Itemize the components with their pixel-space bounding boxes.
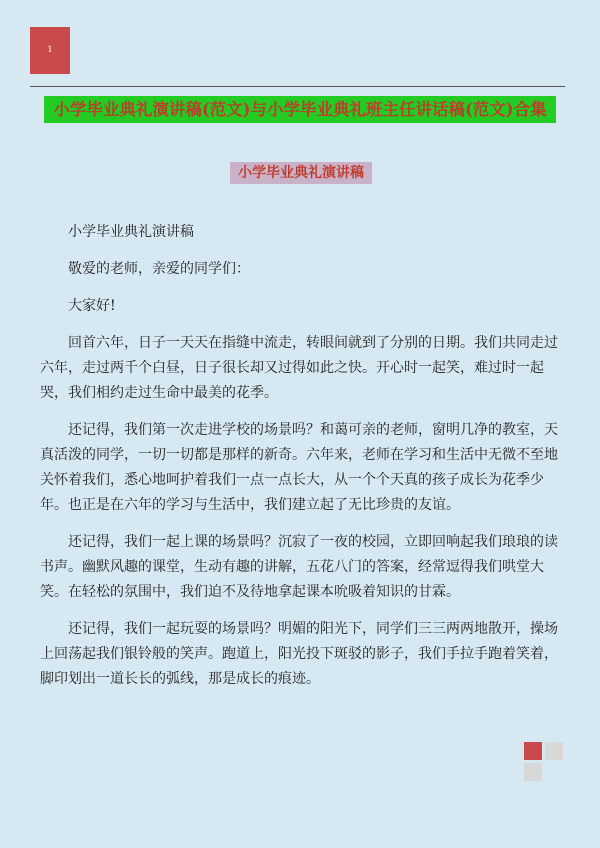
paragraph: 还记得，我们一起玩耍的场景吗？明媚的阳光下，同学们三三两两地散开，操场上回荡起我们银铃般的笑声。跑道上，阳光投下斑驳的影子，我们手拉手跑着笑着，脚印划出一道长长的弧线，那是成长的痕迹。 <box>40 621 558 687</box>
page-number-badge <box>30 27 70 74</box>
header-divider <box>30 86 565 87</box>
paragraph: 还记得，我们一起上课的场景吗？沉寂了一夜的校园，立即回响起我们琅琅的读书声。幽默风趣的课堂，生动有趣的讲解，五花八门的答案，经常逗得我们哄堂大笑。在轻松的氛围中，我们迫不及待地拿起课本吮吸着知识的甘霖。 <box>40 534 558 600</box>
document-body <box>40 220 570 704</box>
paragraph: 大家好! <box>68 298 116 314</box>
page-number: 1 <box>47 45 53 54</box>
section-title: 小学毕业典礼演讲稿 <box>230 162 372 184</box>
decorative-square-red <box>524 742 542 760</box>
decorative-square-gray <box>524 763 542 781</box>
paragraph: 敬爱的老师，亲爱的同学们： <box>68 261 250 277</box>
document-title: 小学毕业典礼演讲稿(范文)与小学毕业典礼班主任讲话稿(范文)合集 <box>44 96 556 123</box>
paragraph: 回首六年，日子一天天在指缝中流走，转眼间就到了分别的日期。我们共同走过六年，走过两千个白昼，日子很长却又过得如此之快。开心时一起笑，难过时一起哭，我们相约走过生命中最美的花季。 <box>40 335 558 401</box>
decorative-square-gray <box>545 742 563 760</box>
paragraph: 还记得，我们第一次走进学校的场景吗？和蔼可亲的老师，窗明几净的教室，天真活泼的同学，一切一切都是那样的新奇。六年来，老师在学习和生活中无微不至地关怀着我们，悉心地呵护着我们一点一点长大，从一个个天真的孩子成长为花季少年。也正是在六年的学习与生活中，我们建立起了无比珍贵的友谊。 <box>40 422 558 513</box>
paragraph: 小学毕业典礼演讲稿 <box>68 224 194 240</box>
